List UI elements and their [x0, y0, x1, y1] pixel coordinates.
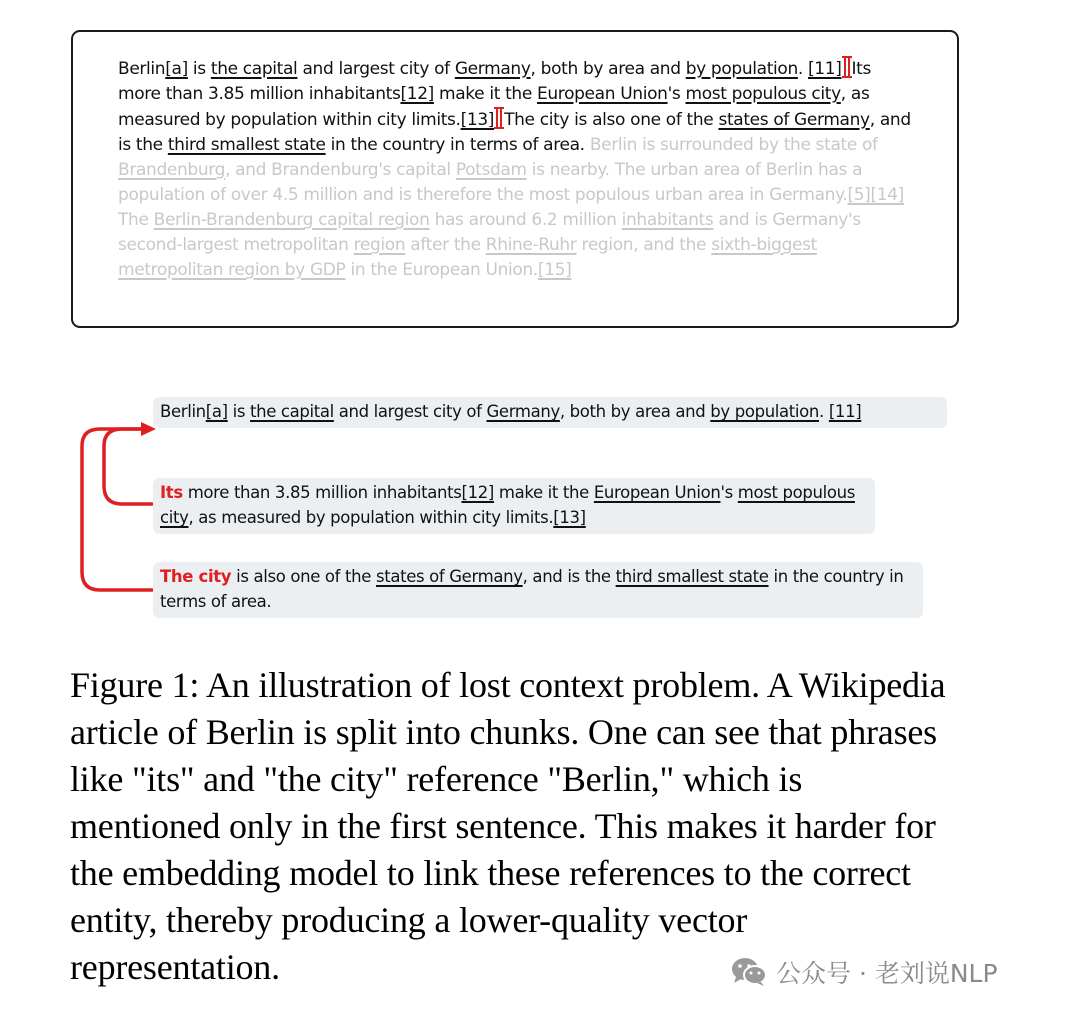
link[interactable]: European Union: [536, 84, 668, 104]
link[interactable]: region: [353, 235, 406, 255]
watermark-text: 公众号 · 老刘说NLP: [776, 959, 998, 988]
link[interactable]: Germany: [454, 59, 531, 79]
footnote-ref[interactable]: [12]: [461, 483, 494, 502]
footnote-ref[interactable]: [11]: [808, 59, 842, 79]
link[interactable]: most populous city: [685, 84, 841, 104]
highlighted-reference: The city: [160, 567, 232, 586]
link[interactable]: most populous city: [160, 483, 855, 527]
arrow-the-city-to-berlin: [82, 429, 152, 590]
link[interactable]: third smallest state: [167, 135, 326, 155]
link[interactable]: Rhine-Ruhr: [485, 235, 577, 255]
footnote-ref[interactable]: [5]: [847, 185, 871, 205]
link[interactable]: by population: [685, 59, 798, 79]
chunk-2: Its more than 3.85 million inhabitants[12] make it the European Union's most populous city, as measured by population within city limits.[13]: [153, 478, 875, 534]
link[interactable]: states of Germany: [375, 567, 523, 586]
footnote-ref[interactable]: [13]: [553, 508, 586, 527]
figure-caption: Figure 1: An illustration of lost context problem. A Wikipedia article of Berlin is split into chunks. One can see that phrases like "its" and "the city" reference "Berlin," which is mentioned only in the first sentence. This makes it harder for the embedding model to link these references to the correct entity, thereby producing a lower-quality vector representation.: [70, 665, 946, 987]
footnote-ref[interactable]: [12]: [400, 84, 434, 104]
link[interactable]: Germany: [486, 402, 560, 421]
chunk-3: The city is also one of the states of Germany, and is the third smallest state in the country in terms of area.: [153, 562, 923, 618]
watermark: [730, 952, 998, 992]
link[interactable]: the capital: [250, 402, 334, 421]
link[interactable]: by population: [710, 402, 820, 421]
link[interactable]: third smallest state: [615, 567, 769, 586]
footnote-ref[interactable]: [a]: [165, 59, 188, 79]
link[interactable]: European Union: [593, 483, 721, 502]
footnote-ref[interactable]: [13]: [460, 110, 495, 130]
wechat-icon: [730, 956, 768, 988]
footnote-ref[interactable]: [14]: [870, 185, 904, 205]
link[interactable]: Brandenburg: [118, 160, 226, 180]
footnote-ref[interactable]: [a]: [205, 402, 228, 421]
link[interactable]: inhabitants: [621, 210, 714, 230]
link[interactable]: states of Germany: [718, 110, 870, 130]
link[interactable]: Potsdam: [455, 160, 527, 180]
arrow-its-to-berlin: [104, 429, 152, 504]
article-text: Berlin[a] is the capital and largest city of Germany, both by area and by population. [11] Its more than 3.85 million inhabitants[12] make it the European Union's most populous city, as measured by population within city limits.[13] The city is also one of the states of Germany, and is the third smallest state in the country in terms of area. Berlin is surrounded by the state of Brandenburg, and Brandenburg's capital Potsdam is nearby. The urban area of Berlin has a population of over 4.5 million and is therefore the most populous urban area in Germany.[5][14] The Berlin-Brandenburg capital region has around 6.2 million inhabitants and is Germany's second-largest metropolitan region after the Rhine-Ruhr region, and the sixth-biggest metropolitan region by GDP in the European Union.[15]: [118, 56, 918, 283]
faded-context: Berlin is surrounded by the state of Brandenburg, and Brandenburg's capital Potsdam is nearby. The urban area of Berlin has a population of over 4.5 million and is therefore the most populous urban area in Germany.[5][14] The Berlin-Brandenburg capital region has around 6.2 million inhabitants and is Germany's second-largest metropolitan region after the Rhine-Ruhr region, and the sixth-biggest metropolitan region by GDP in the European Union.[15]: [118, 135, 904, 280]
link[interactable]: the capital: [210, 59, 298, 79]
link[interactable]: sixth-biggest metropolitan region by GDP: [118, 235, 817, 280]
chunk-1: Berlin[a] is the capital and largest city of Germany, both by area and by population. [11]: [153, 397, 947, 428]
link[interactable]: Berlin-Brandenburg capital region: [153, 210, 430, 230]
highlighted-reference: Its: [160, 483, 183, 502]
footnote-ref[interactable]: [15]: [537, 260, 572, 280]
footnote-ref[interactable]: [11]: [828, 402, 862, 421]
